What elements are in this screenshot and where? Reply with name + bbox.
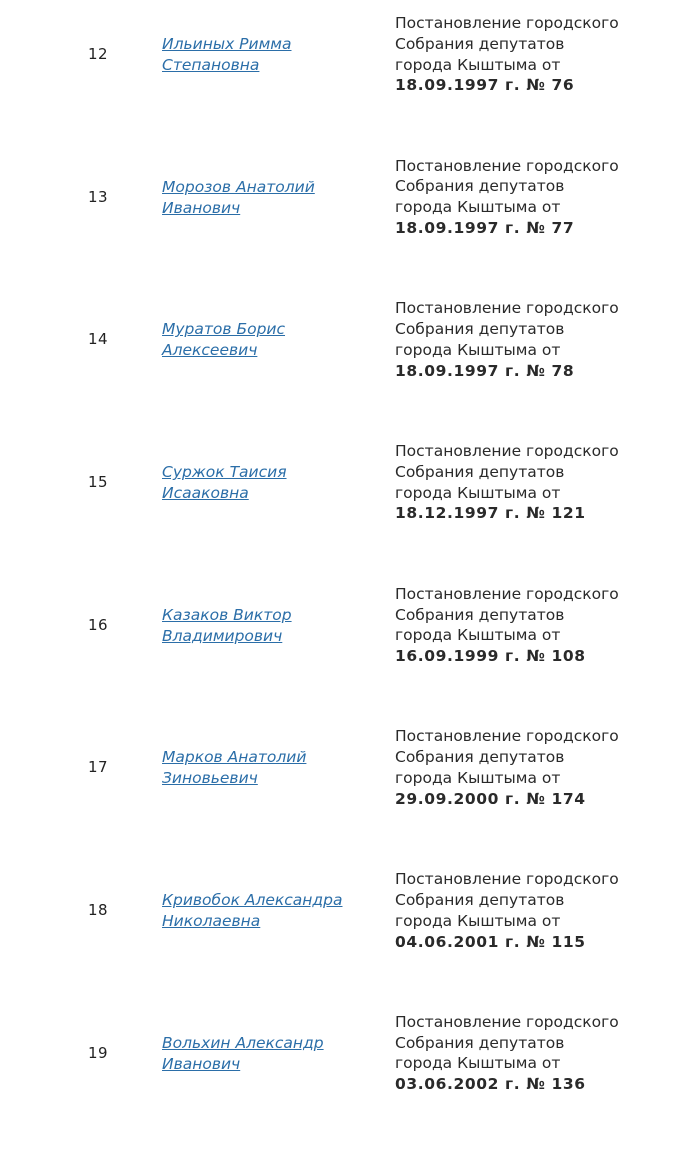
- decree-line: Собрания депутатов: [395, 1033, 565, 1052]
- decree-line: Собрания депутатов: [395, 34, 565, 53]
- decree-cell: [395, 726, 665, 809]
- person-name-link[interactable]: Ильиных Римма Степановна: [162, 35, 292, 74]
- table-row: [0, 155, 679, 298]
- row-number: 18: [88, 901, 109, 920]
- decree-line: города Кыштыма от: [395, 911, 561, 930]
- decree-line: Постановление городского: [395, 14, 619, 32]
- decree-line: Постановление городского: [395, 870, 619, 889]
- person-name-link[interactable]: Морозов Анатолий Иванович: [162, 177, 315, 217]
- decree-cell: [395, 869, 665, 952]
- decree-line: города Кыштыма от: [395, 483, 561, 502]
- row-number: 15: [88, 473, 109, 492]
- decree-date: 29.09.2000 г. № 174: [395, 789, 586, 808]
- honorary-citizens-table: [0, 12, 679, 1154]
- decree-date: 18.09.1997 г. № 78: [395, 361, 575, 380]
- decree-line: Постановление городского: [395, 156, 619, 175]
- decree-date: 16.09.1999 г. № 108: [395, 647, 586, 666]
- person-name-link[interactable]: Кривобок Александра Николаевна: [162, 891, 343, 931]
- decree-cell: [395, 1012, 665, 1095]
- decree-line: города Кыштыма от: [395, 1054, 561, 1073]
- table-row: [0, 868, 679, 1011]
- decree-line: города Кыштыма от: [395, 769, 561, 788]
- decree-cell: [395, 584, 665, 667]
- decree-date: 18.12.1997 г. № 121: [395, 504, 586, 523]
- person-name-link[interactable]: Вольхин Александр Иванович: [162, 1033, 324, 1073]
- row-number: 17: [88, 758, 109, 777]
- person-name-link[interactable]: Суржок Таисия Исааковна: [162, 463, 287, 503]
- decree-line: Собрания депутатов: [395, 605, 565, 624]
- decree-date: 18.09.1997 г. № 76: [395, 76, 575, 95]
- table-row: [0, 1011, 679, 1154]
- row-number: 13: [88, 187, 109, 206]
- decree-line: Собрания депутатов: [395, 748, 565, 767]
- decree-line: Собрания депутатов: [395, 462, 565, 481]
- decree-line: Собрания депутатов: [395, 177, 565, 196]
- decree-line: Постановление городского: [395, 584, 619, 603]
- decree-line: города Кыштыма от: [395, 198, 561, 217]
- table-row: [0, 583, 679, 726]
- row-number: 14: [88, 330, 109, 349]
- decree-line: Постановление городского: [395, 727, 619, 746]
- decree-line: Постановление городского: [395, 1012, 619, 1031]
- row-number: 12: [88, 45, 109, 63]
- decree-line: Собрания депутатов: [395, 320, 565, 339]
- decree-line: Собрания депутатов: [395, 890, 565, 909]
- table-row: [0, 12, 679, 155]
- decree-cell: [395, 13, 665, 96]
- table-row: [0, 297, 679, 440]
- row-number: 19: [88, 1043, 109, 1062]
- decree-date: 03.06.2002 г. № 136: [395, 1075, 586, 1094]
- decree-line: Постановление городского: [395, 442, 619, 461]
- decree-cell: [395, 441, 665, 524]
- person-name-link[interactable]: Казаков Виктор Владимирович: [162, 605, 292, 645]
- row-number: 16: [88, 615, 109, 634]
- decree-line: города Кыштыма от: [395, 55, 561, 74]
- decree-line: Постановление городского: [395, 299, 619, 318]
- decree-date: 18.09.1997 г. № 77: [395, 219, 575, 238]
- table-row: [0, 440, 679, 583]
- decree-cell: [395, 298, 665, 381]
- decree-line: города Кыштыма от: [395, 626, 561, 645]
- person-name-link[interactable]: Муратов Борис Алексеевич: [162, 320, 286, 360]
- decree-cell: [395, 156, 665, 239]
- person-name-link[interactable]: Марков Анатолий Зиновьевич: [162, 748, 307, 788]
- decree-date: 04.06.2001 г. № 115: [395, 932, 586, 951]
- decree-line: города Кыштыма от: [395, 340, 561, 359]
- table-row: [0, 725, 679, 868]
